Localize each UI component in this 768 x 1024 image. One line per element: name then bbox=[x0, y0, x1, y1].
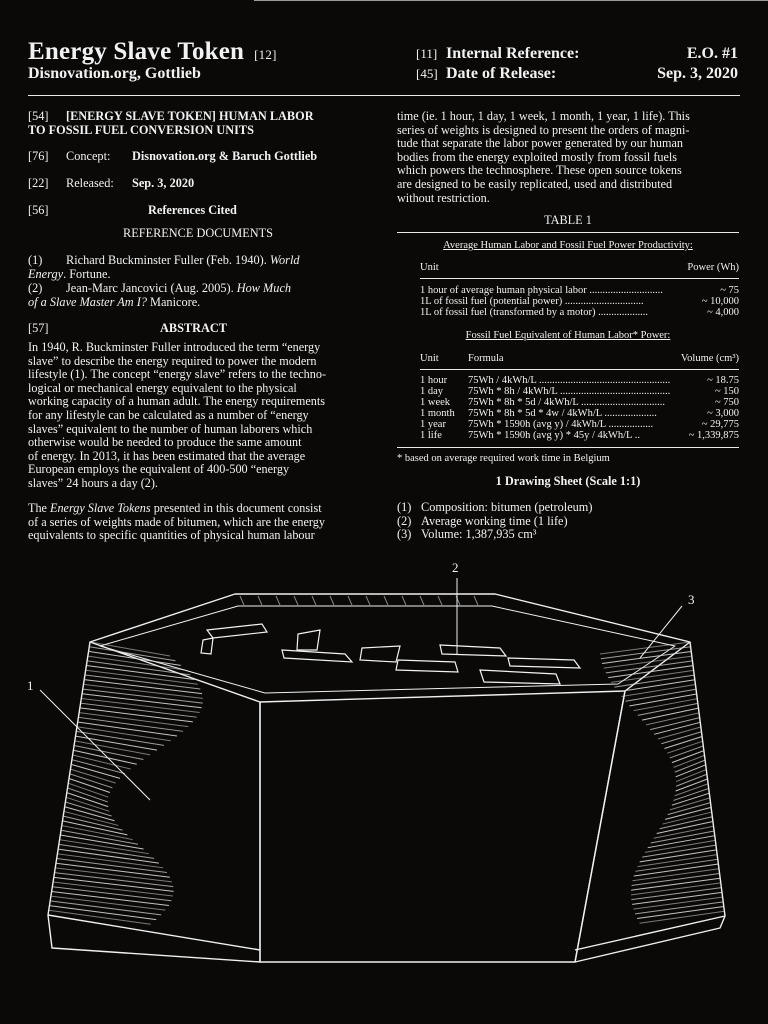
token-top-inner bbox=[100, 606, 675, 693]
table2-unit: 1 year bbox=[420, 419, 446, 430]
ridge-line bbox=[635, 902, 723, 914]
table-footnote: * based on average required work time in Belgium bbox=[397, 453, 610, 464]
table2-formula: 75Wh * 8h / 4kWh/L .......................................... bbox=[468, 386, 671, 397]
ridge-line bbox=[631, 888, 721, 900]
top-rule bbox=[254, 0, 768, 1]
table2-formula: 75Wh * 1590h (avg y) * 45y / 4kWh/L .. bbox=[468, 430, 640, 441]
table1-col-power: Power (Wh) bbox=[687, 262, 739, 273]
document-title: Energy Slave Token [12] bbox=[28, 38, 277, 65]
ridge-line bbox=[675, 760, 705, 772]
ridge-line bbox=[632, 892, 722, 904]
table2-formula: 75Wh * 8h * 5d / 4kWh/L ................................ bbox=[468, 397, 666, 408]
ridge-line bbox=[625, 689, 696, 701]
rim-hatch bbox=[312, 596, 316, 605]
ridge-line bbox=[664, 736, 702, 748]
header-divider bbox=[28, 95, 740, 96]
table2-formula: 75Wh * 8h * 5d * 4w / 4kWh/L .................... bbox=[468, 408, 657, 419]
ridge-line bbox=[601, 647, 691, 659]
rim-hatch bbox=[330, 596, 334, 605]
callout-3: 3 bbox=[688, 592, 695, 607]
callout-1-leader bbox=[40, 690, 150, 800]
ridge-line bbox=[658, 727, 701, 739]
rim-hatch bbox=[420, 596, 424, 605]
rim-hatch bbox=[366, 596, 370, 605]
ridge-line bbox=[672, 751, 704, 763]
ridge-line bbox=[629, 694, 696, 706]
table2-unit: 1 month bbox=[420, 408, 455, 419]
item-22: [22] Released: Sep. 3, 2020 bbox=[28, 176, 195, 190]
ridge-line bbox=[602, 651, 691, 663]
table2-unit: 1 week bbox=[420, 397, 451, 408]
item-54: [54] [ENERGY SLAVE TOKEN] HUMAN LABOR TO FOSSIL FUEL CONVERSION UNITS bbox=[28, 109, 314, 137]
internal-reference-label: [11] Internal Reference: bbox=[416, 45, 580, 62]
document-subtitle: Disnovation.org, Gottlieb bbox=[28, 65, 201, 82]
table2-volume: ~ 1,339,875 bbox=[688, 430, 739, 441]
rim-hatch bbox=[348, 596, 352, 605]
table1-header-rule bbox=[420, 278, 739, 279]
token-drawing bbox=[0, 550, 768, 1024]
table2-formula: 75Wh / 4kWh/L .................................................. bbox=[468, 375, 671, 386]
legend-item: (1) Composition: bitumen (petroleum) bbox=[397, 500, 593, 514]
table1-row-value: ~ 10,000 bbox=[701, 296, 739, 307]
table1-row-value: ~ 75 bbox=[720, 285, 739, 296]
table1-row-label: 1 hour of average human physical labor ............................ bbox=[420, 285, 663, 296]
internal-reference-value: E.O. #1 bbox=[686, 45, 738, 62]
ridge-line bbox=[642, 708, 698, 720]
rim-hatch bbox=[276, 596, 280, 605]
table1-row-label: 1L of fossil fuel (potential power) .............................. bbox=[420, 296, 644, 307]
table2-unit: 1 day bbox=[420, 386, 444, 397]
abstract-paragraph: In 1940, R. Buckminster Fuller introduced the term “energy slave” to describe the energy required to power the modern lifestyle (1). The concept “energy slave” refers to the techno- logical or mechanical energy equivalent to the physical working capacity of a human adult. The energy requirements for any lifestyle can be calculated as a number of “energy slaves” equivalent to the number of human laborers which otherwise would be needed to produce the same amount of energy. In 2013, it has been estimated that the average European employs the equivalent of 400-500 “energy slaves” 24 hours a day (2). bbox=[28, 340, 327, 490]
release-date-label: [45] Date of Release: bbox=[416, 65, 557, 82]
table1-row-label: 1L of fossil fuel (transformed by a motor) ................... bbox=[420, 307, 648, 318]
ridge-line bbox=[676, 774, 707, 786]
token-front-face bbox=[260, 691, 625, 962]
rim-hatch bbox=[474, 596, 478, 605]
table2-col-volume: Volume (cm³) bbox=[680, 353, 739, 364]
token-top-rim bbox=[90, 594, 690, 702]
item-76: [76] Concept: Disnovation.org & Baruch Gottlieb bbox=[28, 149, 318, 163]
reference-1: (1) Richard Buckminster Fuller (Feb. 1940). World Energy. Fortune. bbox=[28, 253, 300, 281]
item-56: [56] References Cited bbox=[28, 203, 237, 217]
table2-unit: 1 hour bbox=[420, 375, 448, 386]
ridge-line bbox=[638, 703, 698, 715]
rim-hatch bbox=[384, 596, 388, 605]
table2-header-rule bbox=[420, 369, 739, 370]
rim-hatch bbox=[438, 596, 442, 605]
rim-hatch bbox=[258, 596, 262, 605]
table2-volume: ~ 750 bbox=[714, 397, 739, 408]
item-57: [57] ABSTRACT bbox=[28, 321, 227, 335]
ridge-line bbox=[621, 685, 695, 697]
ridge-line bbox=[634, 699, 698, 711]
drawing-sheet-title: 1 Drawing Sheet (Scale 1:1) bbox=[495, 474, 641, 488]
table1-row-value: ~ 4,000 bbox=[707, 307, 739, 318]
rim-hatch bbox=[402, 596, 406, 605]
table2-volume: ~ 3,000 bbox=[707, 408, 739, 419]
table2-formula: 75Wh * 1590h (avg y) / 4kWh/L ................. bbox=[468, 419, 654, 430]
table-top-rule bbox=[397, 232, 739, 233]
rim-hatch bbox=[294, 596, 298, 605]
callout-2: 2 bbox=[452, 560, 459, 575]
release-date-value: Sep. 3, 2020 bbox=[657, 65, 738, 82]
ridge-line bbox=[608, 666, 693, 678]
ridge-line bbox=[674, 755, 705, 767]
description-paragraph: The Energy Slave Tokens presented in this document consist of a series of weights made of bitumen, which are the energy equivalents to specific quantities of physical human labour bbox=[28, 501, 325, 543]
ridge-line bbox=[654, 722, 700, 734]
table2-volume: ~ 29,775 bbox=[701, 419, 739, 430]
reference-2: (2) Jean-Marc Jancovici (Aug. 2005). How Much of a Slave Master Am I? Manicore. bbox=[28, 281, 292, 309]
ridge-line bbox=[633, 897, 722, 909]
reference-documents-heading: REFERENCE DOCUMENTS bbox=[123, 226, 273, 240]
table2-volume: ~ 18.75 bbox=[707, 375, 739, 386]
legend-item: (3) Volume: 1,387,935 cm³ bbox=[397, 527, 537, 541]
table-bottom-rule bbox=[397, 447, 739, 448]
table1-col-unit: Unit bbox=[420, 262, 439, 273]
callout-1: 1 bbox=[27, 678, 34, 693]
legend-item: (2) Average working time (1 life) bbox=[397, 513, 568, 528]
ridge-line bbox=[676, 765, 706, 777]
ridge-line bbox=[646, 713, 699, 725]
ridge-line bbox=[631, 883, 721, 895]
engraving-1-life bbox=[201, 624, 580, 684]
ridge-line bbox=[611, 670, 693, 682]
ridge-line bbox=[604, 656, 692, 668]
token-ridges bbox=[49, 596, 725, 924]
ridge-line bbox=[650, 718, 699, 730]
ridge-line bbox=[640, 911, 725, 923]
title-code: [12] bbox=[254, 47, 277, 62]
table2-volume: ~ 150 bbox=[714, 386, 739, 397]
ridge-line bbox=[618, 680, 695, 692]
ridge-line bbox=[614, 675, 694, 687]
table2-col-formula: Formula bbox=[468, 353, 504, 364]
table1-caption: Average Human Labor and Fossil Fuel Power Productivity: bbox=[443, 240, 693, 251]
ridge-line bbox=[661, 732, 701, 744]
rim-hatch bbox=[240, 596, 244, 605]
drawing-legend bbox=[397, 501, 739, 542]
table2-caption: Fossil Fuel Equivalent of Human Labor* Power: bbox=[465, 330, 671, 341]
table2-col-unit: Unit bbox=[420, 353, 439, 364]
table2-unit: 1 life bbox=[420, 430, 442, 441]
intro-paragraph: time (ie. 1 hour, 1 day, 1 week, 1 month, 1 year, 1 life). This series of weights is designed to present the orders of magni- tude that separate the labor power generated by our human bodies from the energy exploited mostly from fossil fuels which powers the technosphere. These open source tokens are designed to be easily replicated, used and distributed without restriction. bbox=[397, 109, 690, 205]
ridge-line bbox=[676, 770, 706, 782]
ridge-line bbox=[667, 741, 702, 753]
ridge-line bbox=[670, 746, 703, 758]
table-title: TABLE 1 bbox=[544, 213, 592, 227]
ridge-line bbox=[637, 907, 724, 919]
